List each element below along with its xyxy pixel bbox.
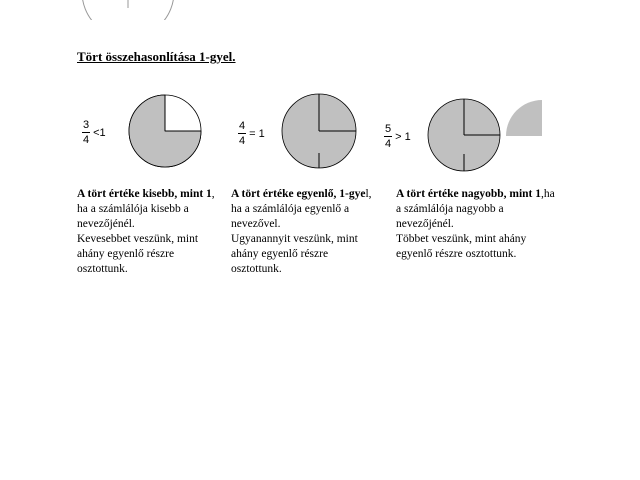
fraction-denominator: 4 [385, 138, 392, 150]
fraction-numerator: 4 [239, 120, 246, 132]
description-bold: A tört értéke kisebb, mint 1 [77, 188, 212, 200]
description-extra: Kevesebbet veszünk, mint ahány egyenlő részre osztottunk. [77, 233, 199, 275]
fraction-denominator: 4 [239, 135, 246, 147]
description-bold: A tört értéke nagyobb, mint 1 [396, 188, 542, 200]
fraction-4-4 [238, 121, 265, 147]
page-title: Tört összehasonlítása 1-gyel. [77, 49, 236, 64]
description-bold: A tört értéke egyenlő, 1-gye [231, 188, 366, 200]
pie-full [281, 93, 357, 169]
fraction-denominator: 4 [83, 134, 90, 146]
description-extra: Ugyanannyit veszünk, mint ahány egyenlő részre osztottunk. [231, 233, 358, 275]
description-text: ,ha a számlálója nagyobb a nevezőjénél. [396, 188, 555, 230]
fraction-numerator: 5 [385, 123, 392, 135]
fraction-numerator: 3 [83, 119, 90, 131]
description-equal-one [231, 187, 381, 277]
description-text: l, ha a számlálója egyenlő a nevezővel. [231, 188, 372, 230]
relation-sign: > 1 [395, 130, 411, 143]
pie-three-quarters [128, 94, 202, 168]
partial-circle-diagram [78, 0, 178, 20]
description-greater-than-one [396, 187, 556, 262]
fraction-3-4 [82, 120, 106, 146]
description-less-than-one [77, 187, 227, 277]
description-text: , ha a számlálója kisebb a nevezőjénél. [77, 188, 215, 230]
fraction-5-4 [384, 124, 411, 150]
relation-sign: = 1 [249, 127, 265, 140]
pie-quarter-slice [505, 99, 543, 137]
pie-full-whole [427, 98, 501, 172]
relation-sign: <1 [93, 126, 106, 139]
description-extra: Többet veszünk, mint ahány egyenlő részre osztottunk. [396, 233, 527, 260]
